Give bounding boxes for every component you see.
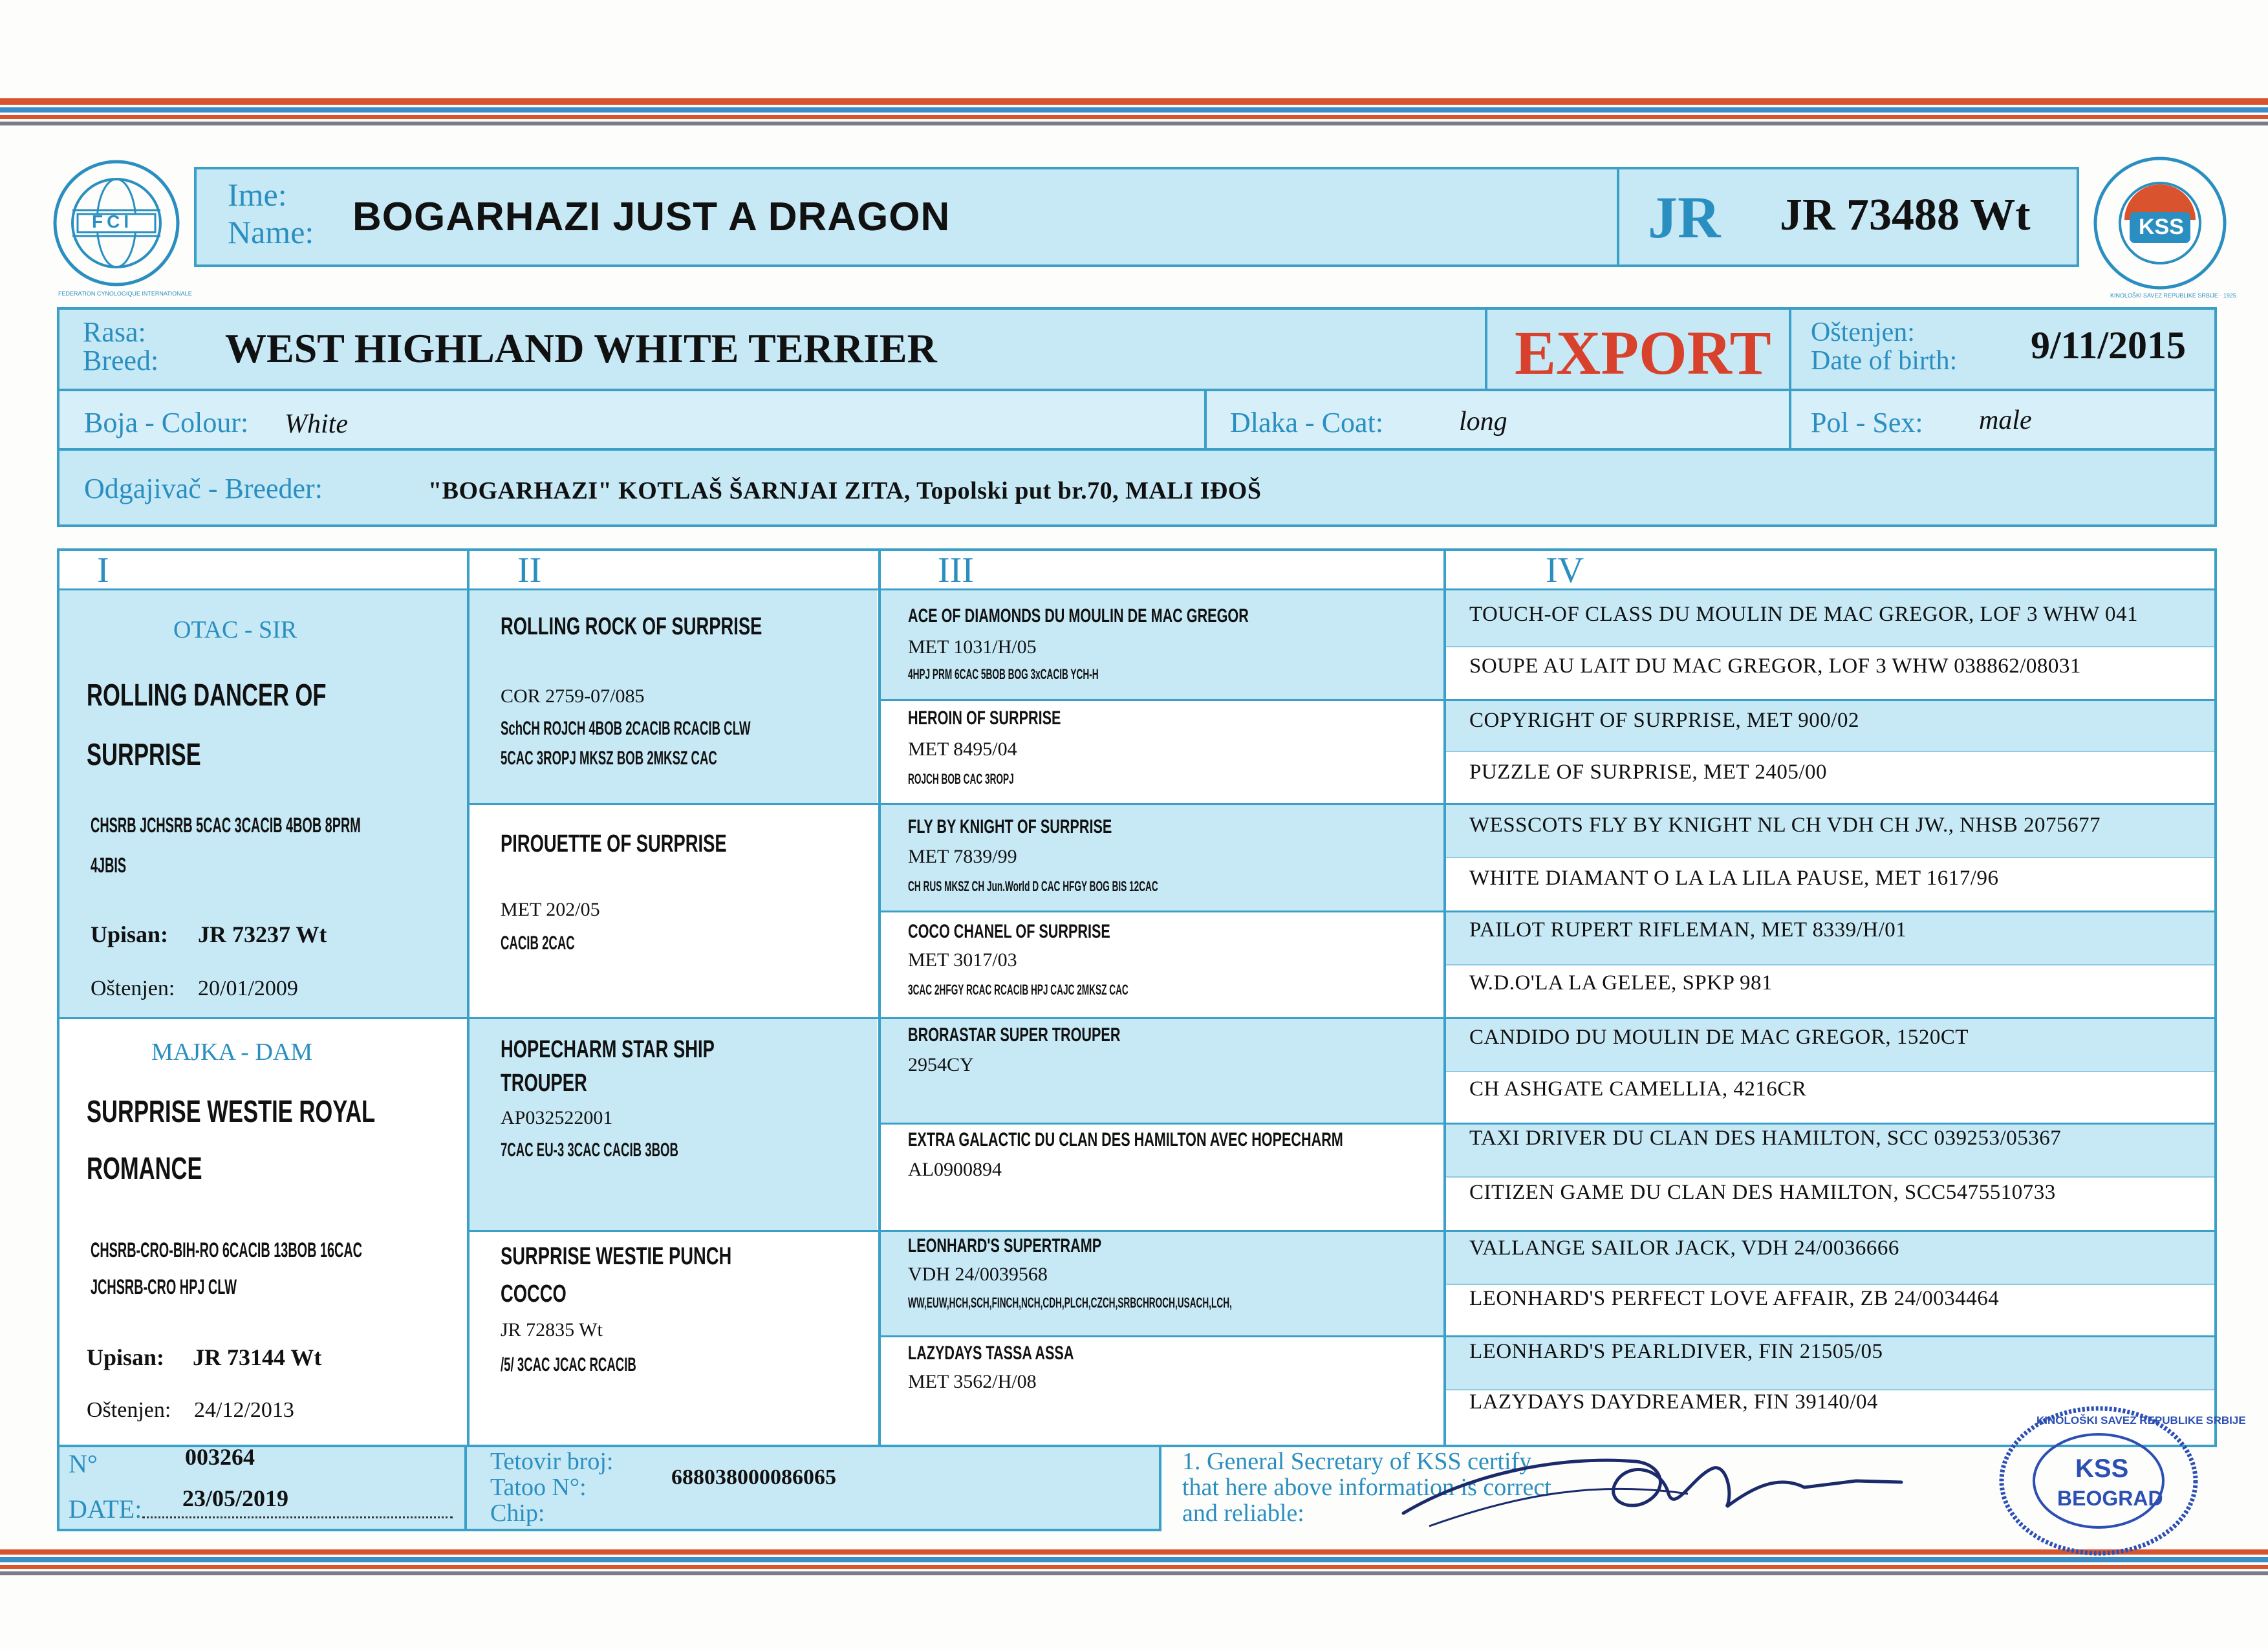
gen2-2-reg: MET 202/05 [501, 899, 600, 920]
kss-logo [2092, 155, 2236, 299]
gen4-4: PUZZLE OF SURPRISE, MET 2405/00 [1469, 760, 1828, 784]
gen4-div-e [1446, 1071, 2214, 1072]
gen4-div-2 [1445, 803, 2216, 805]
sire-dob: 20/01/2009 [198, 976, 298, 1000]
gen3-2-name: HEROIN OF SURPRISE [908, 707, 1061, 729]
stamp-kss: KSS [2075, 1454, 2129, 1483]
dog-name: BOGARHAZI JUST A DRAGON [352, 195, 951, 239]
bottom-stripe-blue [0, 1557, 2268, 1562]
gen3-4-reg: MET 3017/03 [908, 949, 1017, 971]
gen2-div-3 [468, 1230, 880, 1232]
gen4-10: CH ASHGATE CAMELLIA, 4216CR [1469, 1077, 1807, 1101]
gen4-div-7 [1445, 1335, 2216, 1337]
colour-divider-2 [1789, 391, 1791, 451]
certify-line-3: and reliable: [1182, 1500, 1304, 1527]
sire-reg: JR 73237 Wt [198, 921, 327, 947]
date-value: 23/05/2019 [182, 1485, 289, 1511]
gen3-6-name: EXTRA GALACTIC DU CLAN DES HAMILTON AVEC HOPECHARM [908, 1129, 1343, 1150]
breed-label-en: Breed: [83, 345, 159, 376]
gen3-2-titles: ROJCH BOB CAC 3ROPJ [908, 771, 1014, 787]
gen3-8-name: LAZYDAYS TASSA ASSA [908, 1342, 1074, 1364]
gen2-2-titles-1: CACIB 2CAC [501, 932, 575, 954]
gen2-3-titles-1: 7CAC EU-3 3CAC CACIB 3BOB [501, 1139, 678, 1161]
gen3-8-reg: MET 3562/H/08 [908, 1371, 1037, 1392]
dob-label-sr: Oštenjen: [1811, 318, 1915, 347]
reg-number: JR 73488 Wt [1780, 190, 2031, 240]
gen4-div-3 [1445, 911, 2216, 912]
dam-reg: JR 73144 Wt [193, 1344, 322, 1370]
gen2-4-name-2: COCCO [501, 1280, 567, 1308]
reg-prefix: JR [1648, 184, 1721, 250]
bottom-stripe-red2 [0, 1565, 2268, 1569]
gen4-div-5 [1445, 1123, 2216, 1125]
breed-label-sr: Rasa: [83, 316, 146, 348]
dob-label-en: Date of birth: [1811, 346, 1958, 376]
dam-cell [59, 1019, 467, 1447]
dob-value: 9/11/2015 [2031, 324, 2187, 367]
gen2-4-reg: JR 72835 Wt [501, 1319, 603, 1341]
gen3-1-titles: 4HPJ PRM 6CAC 5BOB BOG 3xCACIB YCH-H [908, 666, 1099, 682]
gen4-13: VALLANGE SAILOR JACK, VDH 24/0036666 [1469, 1236, 1899, 1260]
sire-reg-label: Upisan: [91, 921, 169, 947]
gen4-6: WHITE DIAMANT O LA LA LILA PAUSE, MET 1617/96 [1469, 867, 1999, 890]
coat-label: Dlaka - Coat: [1230, 407, 1384, 438]
gen3-div-3 [880, 911, 1445, 912]
gen2-1-titles-1: SchCH ROJCH 4BOB 2CACIB RCACIB CLW [501, 718, 751, 739]
colour-divider-1 [1204, 391, 1207, 451]
bottom-stripe-gray [0, 1571, 2268, 1575]
gen3-7-titles: WW,EUW,HCH,SCH,FINCH,NCH,CDH,PLCH,CZCH,SRBCHROCH,USACH,LCH, [908, 1295, 1232, 1311]
sex-label: Pol - Sex: [1811, 407, 1923, 438]
stamp-ring-text: KINOLOŠKI SAVEZ REPUBLIKE SRBIJE [2036, 1414, 2246, 1427]
gen4-3: COPYRIGHT OF SURPRISE, MET 900/02 [1469, 709, 1859, 732]
gen3-div-5 [880, 1123, 1445, 1125]
stamp-beograd: BEOGRAD [2057, 1487, 2163, 1510]
col-line-3 [1443, 548, 1446, 1447]
sire-name-1: ROLLING DANCER OF [87, 678, 327, 713]
top-stripe-blue [0, 107, 2268, 113]
gen4-div-g [1446, 1284, 2214, 1285]
gen4-div-b [1446, 751, 2214, 752]
no-label: N° [69, 1449, 98, 1478]
export-stamp: EXPORT [1515, 318, 1771, 387]
gen4-16: LAZYDAYS DAYDREAMER, FIN 39140/04 [1469, 1390, 1878, 1414]
gen4-5: WESSCOTS FLY BY KNIGHT NL CH VDH CH JW., NHSB 2075677 [1469, 814, 2101, 837]
gen4-div-4 [1445, 1017, 2216, 1019]
gen3-div-1 [880, 699, 1445, 701]
gen2-4-name-1: SURPRISE WESTIE PUNCH [501, 1243, 732, 1270]
dam-name-2: ROMANCE [87, 1152, 202, 1186]
gen3-3-name: FLY BY KNIGHT OF SURPRISE [908, 816, 1112, 837]
sire-cell [59, 590, 467, 1017]
gen4-7: PAILOT RUPERT RIFLEMAN, MET 8339/H/01 [1469, 918, 1907, 942]
certify-line-1: 1. General Secretary of KSS certify [1182, 1448, 1532, 1475]
gen4-8: W.D.O'LA LA GELEE, SPKP 981 [1469, 971, 1773, 995]
date-underline [142, 1516, 453, 1518]
gen3-4-titles: 3CAC 2HFGY RCAC RCACIB HPJ CAJC 2MKSZ CAC [908, 982, 1129, 998]
col-header-2: II [517, 550, 542, 590]
gen2-4-titles-1: /5/ 3CAC JCAC RCACIB [501, 1354, 636, 1375]
gen3-7-reg: VDH 24/0039568 [908, 1264, 1048, 1285]
gen2-3-name-1: HOPECHARM STAR SHIP [501, 1036, 715, 1063]
gen4-div-d [1446, 964, 2214, 965]
sire-dam-divider [57, 1017, 468, 1019]
gen4-12: CITIZEN GAME DU CLAN DES HAMILTON, SCC5475510733 [1469, 1181, 2056, 1204]
gen3-3-reg: MET 7839/99 [908, 846, 1017, 867]
gen4-9: CANDIDO DU MOULIN DE MAC GREGOR, 1520CT [1469, 1026, 1969, 1049]
gen2-div-1 [468, 803, 880, 805]
top-stripe-gray [0, 122, 2268, 125]
gen3-6-reg: AL0900894 [908, 1159, 1002, 1180]
gen4-div-6 [1445, 1230, 2216, 1232]
tattoo-label-en: Tatoo N°: [490, 1474, 587, 1501]
breeder-label: Odgajivač - Breeder: [84, 473, 323, 504]
gen2-1-name: ROLLING ROCK OF SURPRISE [501, 613, 762, 640]
gen3-div-7 [880, 1335, 1445, 1337]
sire-titles-1: CHSRB JCHSRB 5CAC 3CACIB 4BOB 8PRM [91, 814, 361, 837]
top-stripe-red [0, 98, 2268, 105]
gen4-2: SOUPE AU LAIT DU MAC GREGOR, LOF 3 WHW 038862/08031 [1469, 654, 2081, 678]
breed-divider-1 [1485, 307, 1487, 391]
signature-icon [1390, 1436, 1908, 1533]
gen4-11: TAXI DRIVER DU CLAN DES HAMILTON, SCC 039253/05367 [1469, 1126, 2062, 1150]
breeder-value: "BOGARHAZI" KOTLAŠ ŠARNJAI ZITA, Topolski put br.70, MALI IĐOŠ [428, 477, 1262, 504]
gen3-5-name: BRORASTAR SUPER TROUPER [908, 1024, 1121, 1046]
gen4-div-c [1446, 857, 2214, 858]
gen4-14: LEONHARD'S PERFECT LOVE AFFAIR, ZB 24/0034464 [1469, 1287, 2000, 1310]
gen4-div-1 [1445, 699, 2216, 701]
gen3-4-name: COCO CHANEL OF SURPRISE [908, 921, 1110, 942]
tattoo-label-sr: Tetovir broj: [490, 1448, 614, 1475]
sire-name-2: SURPRISE [87, 738, 201, 772]
sire-role: OTAC - SIR [173, 616, 297, 643]
gen3-div-2 [880, 803, 1445, 805]
top-stripe-red2 [0, 115, 2268, 119]
col-line-2 [878, 548, 881, 1447]
kss-stamp [1995, 1400, 2246, 1562]
gen4-15: LEONHARD'S PEARLDIVER, FIN 21505/05 [1469, 1340, 1883, 1363]
gen3-7-name: LEONHARD'S SUPERTRAMP [908, 1235, 1102, 1256]
dam-name-1: SURPRISE WESTIE ROYAL [87, 1095, 376, 1129]
dam-reg-label: Upisan: [87, 1344, 165, 1370]
certify-line-2: that here above information is correct [1182, 1474, 1551, 1501]
gen3-1-name: ACE OF DIAMONDS DU MOULIN DE MAC GREGOR [908, 605, 1249, 627]
kss-ring-text: KINOLOŠKI SAVEZ REPUBLIKE SRBIJE · 1925 [2110, 292, 2236, 299]
fci-logo-text: FCI [92, 211, 133, 232]
name-label-sr: Ime: [228, 177, 287, 213]
breed-value: WEST HIGHLAND WHITE TERRIER [225, 325, 937, 371]
gen2-1-reg: COR 2759-07/085 [501, 685, 645, 707]
no-value: 003264 [185, 1444, 255, 1470]
name-label-en: Name: [228, 214, 314, 250]
gen3-5-reg: 2954CY [908, 1054, 974, 1075]
chip-label: Chip: [490, 1500, 545, 1527]
col-header-1: I [97, 550, 109, 590]
breed-divider-2 [1789, 307, 1791, 391]
date-label: DATE: [69, 1494, 142, 1524]
dam-titles-2: JCHSRB-CRO HPJ CLW [91, 1275, 237, 1299]
gen3-div-4 [880, 1017, 1445, 1019]
dam-dob-label: Oštenjen: [87, 1398, 171, 1422]
gen4-div-f [1446, 1176, 2214, 1178]
colour-label: Boja - Colour: [84, 407, 249, 438]
kss-logo-text: KSS [2139, 215, 2184, 239]
gen2-1-titles-2: 5CAC 3ROPJ MKSZ BOB 2MKSZ CAC [501, 748, 717, 769]
colour-value: White [285, 409, 348, 439]
sex-value: male [1979, 405, 2032, 435]
dam-dob: 24/12/2013 [194, 1398, 294, 1422]
coat-value: long [1459, 407, 1507, 436]
dam-titles-1: CHSRB-CRO-BIH-RO 6CACIB 13BOB 16CAC [91, 1238, 362, 1262]
name-row-divider [1617, 167, 1619, 267]
fci-logo [52, 158, 192, 297]
gen3-3-titles: CH RUS MKSZ CH Jun.World D CAC HFGY BOG BIS 12CAC [908, 878, 1158, 894]
col-header-3: III [938, 550, 974, 590]
col-line-1 [467, 548, 470, 1447]
gen4-div-a [1446, 646, 2214, 647]
gen3-2-reg: MET 8495/04 [908, 738, 1017, 760]
gen2-3-name-2: TROUPER [501, 1070, 587, 1097]
sire-titles-2: 4JBIS [91, 854, 127, 877]
bottom-stripe-red [0, 1549, 2268, 1555]
col-header-4: IV [1546, 550, 1584, 590]
chip-value: 688038000086065 [671, 1465, 836, 1489]
dam-role: MAJKA - DAM [151, 1039, 313, 1066]
fci-ring-text: FEDERATION CYNOLOGIQUE INTERNATIONALE [58, 290, 192, 297]
gen2-3-reg: AP032522001 [501, 1107, 613, 1128]
sire-dob-label: Oštenjen: [91, 976, 175, 1000]
gen2-div-2 [468, 1017, 880, 1019]
gen3-1-reg: MET 1031/H/05 [908, 636, 1037, 658]
footer-divider [1159, 1445, 1161, 1531]
gen3-div-6 [880, 1230, 1445, 1232]
gen2-2-name: PIROUETTE OF SURPRISE [501, 830, 727, 857]
gen4-1: TOUCH-OF CLASS DU MOULIN DE MAC GREGOR, LOF 3 WHW 041 [1469, 603, 2138, 626]
